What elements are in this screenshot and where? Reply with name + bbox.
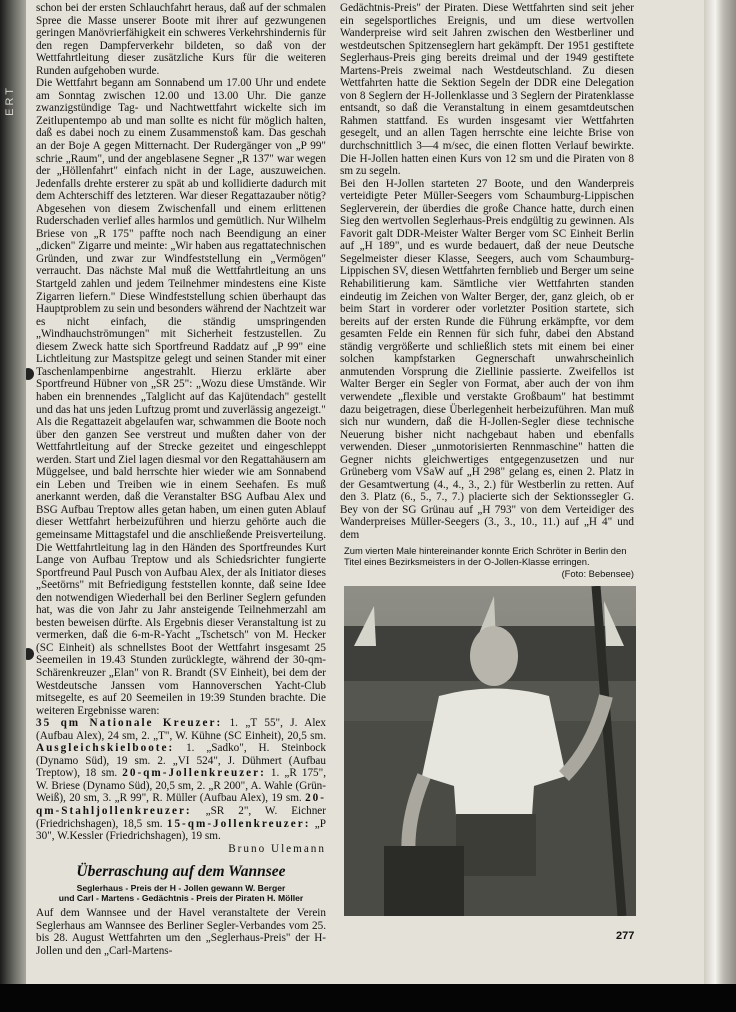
right-column xyxy=(340,2,634,542)
result-text: 1. „R 175", W. Briese (Dynamo Süd), 20,5 sm, 2. „R 200", A. Wahle (Grün-Weiß), 20 sm, 3. „R 99", R. Müller (Aufbau Alex), 19 sm. xyxy=(36,767,326,805)
article-subhead xyxy=(36,883,326,903)
subhead-line: und Carl - Martens - Gedächtnis - Preis der Piraten H. Möller xyxy=(58,893,304,904)
paragraph: Auf dem Wannsee und der Havel veranstaltete der Verein Seglerhaus am Wannsee des Berliner Segler-Verbandes vom 25. bis 28. August Wettfahrten um den „Seglerhaus-Preis" der H-Jollen und den „Carl-Martens- xyxy=(36,907,326,957)
result-text: „P 30", W.Kessler (Friedrichshagen), 19 sm. xyxy=(36,817,326,843)
magazine-page xyxy=(26,0,714,984)
photo-illustration xyxy=(344,586,636,916)
paragraph: Die Wettfahrt begann am Sonnabend um 17.00 Uhr und endete am Sonntag zwischen 12.00 und 13.00 Uhr. Die ganze zwanzigstündige Tag- und Nachtwettfahrt wickelte sich im Zeitlupentempo ab und man sollte es nicht für möglich halten, daß es dabei noch zu einem Zusammenstoß kam. Das geschah an der Boje A gegen Mitternacht. Der Rudergänger von „P 99" schrie „Raum", und der angeblasene Segner „R 137" war wegen der „Höllenfahrt" einfach nicht in der Lage, auszuweichen. Jedenfalls drehte ersterer zu spät ab und kollidierte dadurch mit dem Achterschiff des letzteren. War dieser Regattazauber nötig? Abgesehen von diesem Zwischenfall und einem erlittenen Ruderschaden verlief alles harmlos und gemütlich. Nur Wilhelm Briese von „R 175" paffte noch nach Beendigung an einer „dicken" Zigarre und meinte: „Wir haben aus regattatechnischen Gründen, und zwar zur Windfeststellung ein „Vermögen" verraucht. Das nächste Mal muß die Wettfahrtleitung an uns Startgeld zahlen und jedem Teilnehmer mindestens eine Kiste Zigarren liefern." Diese Windfeststellung schien überhaupt das Hauptproblem zu sein und besonders während der Nachtzeit war es nicht einfach, die ständig umspringenden „Windhauchströmungen" mit Sicherheit festzustellen. Zu diesem Zweck hatte sich Sportfreund Raddatz auf „P 99" eine Lichtleitung zur Mastspitze gelegt und seinen Stander mit einer Taschenlampenbirne angestrahlt. Hierzu erklärte aber Sportfreund Hübner von „SR 25": „Wozu diese Umstände. Wir haben ein brennendes „Talglicht auf das Kajütendach" gestellt und das hat uns jeden Luftzug promt und zuverlässig angezeigt." xyxy=(36,77,326,416)
scan-bottom-band xyxy=(0,984,736,1012)
binding-hole xyxy=(26,368,34,380)
results-list xyxy=(36,717,326,842)
photo-credit: (Foto: Bebensee) xyxy=(561,567,634,579)
spine-label: ERT xyxy=(4,85,16,116)
paragraph: schon bei der ersten Schlauchfahrt heraus, daß auf der schmalen Spree die Masse unserer Boote mit ihrer auf gezwungenen geringen Manövrierfähigkeit ein schweres Verkehrshindernis für den regen Dampferverkehr bildeten, so daß von der Wettfahrtleitung dieser zusätzliche Kurs für die weiteren Runden aufgehoben wurde. xyxy=(36,2,326,77)
page-edge xyxy=(704,0,736,984)
binding-hole xyxy=(26,648,34,660)
photo-caption xyxy=(344,545,634,579)
caption-text: Zum vierten Male hintereinander konnte Erich Schröter in Berlin den Titel eines Bezirksmeisters in der O-Jollen-Klasse erringen. xyxy=(344,545,627,568)
page-number: 277 xyxy=(616,930,635,942)
result-text: 1. „Sadko", H. Steinbock (Dynamo Süd), 19 sm. 2. „VI 524", J. Dühmert (Aufbau Treptow), 18 sm. xyxy=(36,742,326,780)
paragraph: Gedächtnis-Preis" der Piraten. Diese Wettfahrten sind seit jeher ein segelsportliches Ereignis, und um diese wertvollen Wanderpreise wird seit Jahren zwischen den Westberliner und westdeutschen Spitzenseglern hart gekämpft. Der 1951 gestiftete Seglerhaus-Preis ging bereits dreimal und der 1949 gestiftete Martens-Preis zweimal nach Westdeutschland. Zu diesen Wettfahrten hatte die Sektion Segeln der DDR eine Delegation von 8 Seglern der H-Jollenklasse und 3 Seglern der Piratenklasse entsandt, so daß die Veranstaltung in einem gesamtdeutschen Rahmen stattfand. Es wurden insgesamt vier Wettfahrten gesegelt, und an allen Tagen herrschte eine leichte Brise von durchschnittlich 3—4 m/sec, die einen flotten Verlauf bewirkte. Die H-Jollen hatten einen Kurs von 12 sm und die Piraten von 8 sm zu segeln. xyxy=(340,2,634,178)
class-name: 15-qm-Jollenkreuzer: xyxy=(166,817,311,830)
class-name: 35 qm Nationale Kreuzer: xyxy=(36,717,223,730)
class-name: 20-qm-Jollenkreuzer: xyxy=(122,767,266,780)
book-spine xyxy=(0,0,26,1012)
paragraph: Als die Regattazeit abgelaufen war, schwammen die Boote noch über den ganzen See verstreut und mußten daher von der Wettfahrtleitung auf der Strecke gezeitet und eingeschleppt werden. Start und Ziel lagen diesmal vor den Regattahäusern am Müggelsee, und bald herrschte hier wieder wie am Sonnabend ein Leben und Treiben wie in einem Seehafen. Es muß anerkannt werden, daß die Veranstalter BSG Aufbau Alex und BSG Aufbau Treptow alles getan haben, um einen guten Ablauf dieser Wettfahrt herbeizuführen und hierzu gehörte auch die gemeinsame Mittagstafel und die anschließende Preisverteilung. Die Wettfahrtleitung lag in den Händen des Sportfreundes Kurt Lange von Aufbau Treptow und als Schiedsrichter fungierte Sportfreund Paul Pusch von Aufbau Alex, der als Initiator dieses „Seetörns" mit Befriedigung feststellen konnte, daß seine Idee den notwendigen Wiederhall bei den Berliner Seglern gefunden hat, was die von Jahr zu Jahr ansteigende Teilnehmerzahl am besten beweisen dürfte. Als Ergebnis dieser Veranstaltung ist zu vermerken, daß die 6-m-R-Yacht „Tschetsch" von M. Hecker (SC Einheit) als schnellstes Boot der Wettfahrt insgesamt 25 Seemeilen in 19.43 Stunden zurücklegte, während der 30-qm-Schärenkreuzer „Elan" von R. Brandt (SV Einheit), bei dem der Westdeutsche Janssen vom Hannoverschen Yacht-Club mitsegelte, es auf 20 Seemeilen in 19:39 Stunden brachte. Die weiteren Ergebnisse waren: xyxy=(36,416,326,717)
result-text: „SR 2", W. Eichner (Friedrichshagen), 18,5 sm. xyxy=(36,805,326,830)
sailor-photo xyxy=(344,586,636,916)
left-column xyxy=(36,2,326,957)
subhead-line: Seglerhaus - Preis der H - Jollen gewann W. Berger xyxy=(76,883,286,894)
paragraph: Bei den H-Jollen starteten 27 Boote, und den Wanderpreis verteidigte Peter Müller-Seegers vom Schaumburg-Lippischen Seglerverein, der überdies die große Chance hatte, durch einen Sieg den wertvollen Seglerhaus-Preis endgültig zu gewinnen. Als Favorit galt DDR-Meister Walter Berger vom SC Einheit Berlin auf „H 189", und es wurde bedauert, daß der neue Deutsche Segelmeister dieser Klasse, Seegers, auch vom Schaumburg-Lippischen SV, diesen Wettfahrten fernblieb und Berger um seine Rehabilitierung kam. Sämtliche vier Wettfahrten standen eindeutig im Zeichen von Walter Berger, der, ganz gleich, ob er beim Start in vorderer oder vorletzter Position startete, sich bereits auf der ersten Runde die Führung erkämpfte, vor dem gesamten Felde ein Rennen für sich fuhr, dabei den Abstand ständig vergrößerte und schließlich stets mit einem bei einer solchen kampfstarken Gegnerschaft unwahrscheinlich anmutenden Vorsprung die Ziellinie passierte. Zweifellos ist Walter Berger ein Segler von Format, aber auch der von ihm verwendete „flexible und verstakte Großbaum" hat bestimmt dazu beigetragen, diese Überlegenheit herbeizuführen. Man muß sich nur wundern, daß die H-Jollen-Segler diese technische Neuerung bisher nicht nachgebaut haben und ebenfalls verwenden. Dieser „unmotorisierten Rennmaschine" hatten die Gegner nichts gleichwertiges entgegenzusetzen und nur Grüneberg vom VSaW auf „H 298" gelang es, einen 2. Platz in der Gesamtwertung (4., 4., 3., 2.) für Westberlin zu retten. Auf den 3. Platz (6., 5., 7., 7.) placierte sich der Sektionssegler G. Bey von der SG Grünau auf „H 793" von dem Verteidiger des Wanderpreises Müller-Seegers (3., 3., 10., 11.) auf „H 4" und dem xyxy=(340,177,634,541)
class-name: 20-qm-Stahljollenkreuzer: xyxy=(36,792,326,817)
result-text: 1. „T 55", J. Alex (Aufbau Alex), 24 sm, 2. „T", W. Kühne (SC Einheit), 20,5 sm. xyxy=(36,717,326,742)
author-signature: Bruno Ulemann xyxy=(228,842,326,855)
class-name: Ausgleichskielboote: xyxy=(36,742,175,755)
article-headline: Überraschung auf dem Wannsee xyxy=(76,863,286,881)
